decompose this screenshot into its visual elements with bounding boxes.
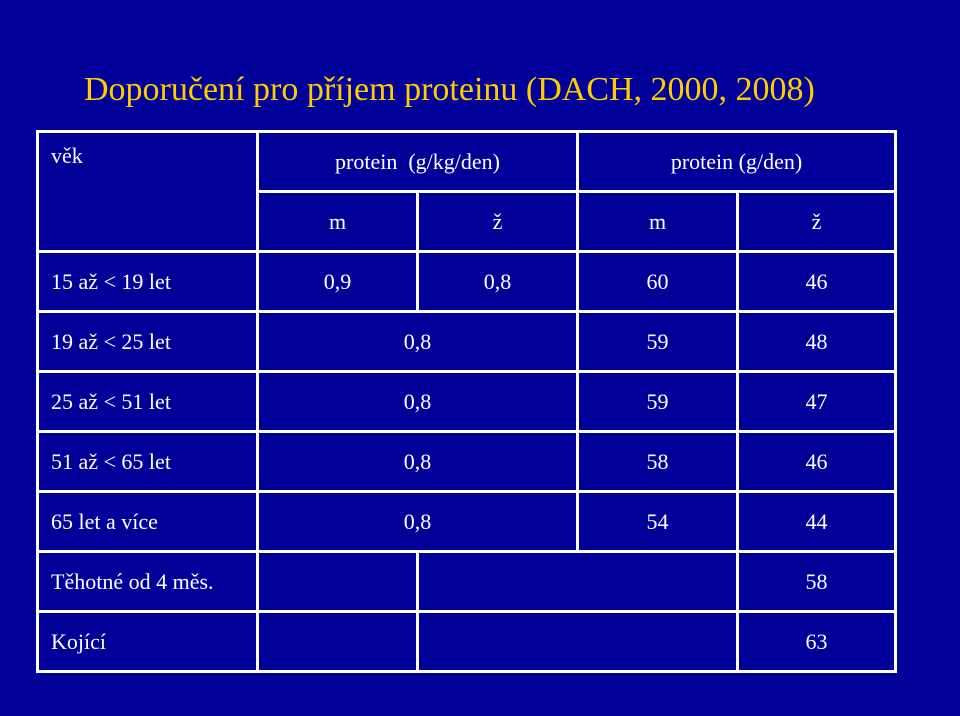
row-age: 19 až < 25 let [38, 312, 258, 372]
row-age: 51 až < 65 let [38, 432, 258, 492]
row-kg: 0,8 [258, 312, 578, 372]
row-kg-m: 0,9 [258, 252, 418, 312]
row-day-m: 59 [578, 372, 738, 432]
row-age: 65 let a více [38, 492, 258, 552]
row-empty-cell [418, 552, 738, 612]
row-day-z: 46 [738, 252, 896, 312]
table-row [38, 372, 896, 432]
row-kg-z: 0,8 [418, 252, 578, 312]
header-protein-per-kg-label: protein (g/kg/den) [335, 148, 500, 174]
row-day-z: 44 [738, 492, 896, 552]
table-row [38, 252, 896, 312]
row-age: Těhotné od 4 měs. [38, 552, 258, 612]
header-protein-per-day-label: protein (g/den) [670, 148, 803, 174]
header-protein-per-kg [258, 132, 578, 192]
row-empty-cell [418, 612, 738, 672]
row-age: 25 až < 51 let [38, 372, 258, 432]
header-age [38, 132, 258, 252]
row-day-m: 59 [578, 312, 738, 372]
row-day-z: 48 [738, 312, 896, 372]
subheader-z-kg: ž [418, 192, 578, 252]
row-day-m: 58 [578, 432, 738, 492]
row-day-m: 60 [578, 252, 738, 312]
subheader-z-day: ž [738, 192, 896, 252]
table-row [38, 552, 896, 612]
table-row [38, 612, 896, 672]
table-row [38, 432, 896, 492]
table-header-row [38, 132, 896, 192]
row-day-m: 54 [578, 492, 738, 552]
header-age-label: věk [51, 143, 83, 168]
header-protein-per-day [578, 132, 896, 192]
row-kg: 0,8 [258, 432, 578, 492]
protein-table [36, 130, 897, 673]
row-kg: 0,8 [258, 372, 578, 432]
row-empty-cell [258, 612, 418, 672]
subheader-m-kg: m [258, 192, 418, 252]
row-day-z: 63 [738, 612, 896, 672]
slide-title: Doporučení pro příjem proteinu (DACH, 2000, 2008) [84, 71, 815, 108]
table-row [38, 312, 896, 372]
row-empty-cell [258, 552, 418, 612]
protein-table-container [36, 130, 897, 673]
row-age: Kojící [38, 612, 258, 672]
row-age: 15 až < 19 let [38, 252, 258, 312]
row-day-z: 58 [738, 552, 896, 612]
row-day-z: 47 [738, 372, 896, 432]
row-kg: 0,8 [258, 492, 578, 552]
subheader-m-day: m [578, 192, 738, 252]
row-day-z: 46 [738, 432, 896, 492]
table-row [38, 492, 896, 552]
